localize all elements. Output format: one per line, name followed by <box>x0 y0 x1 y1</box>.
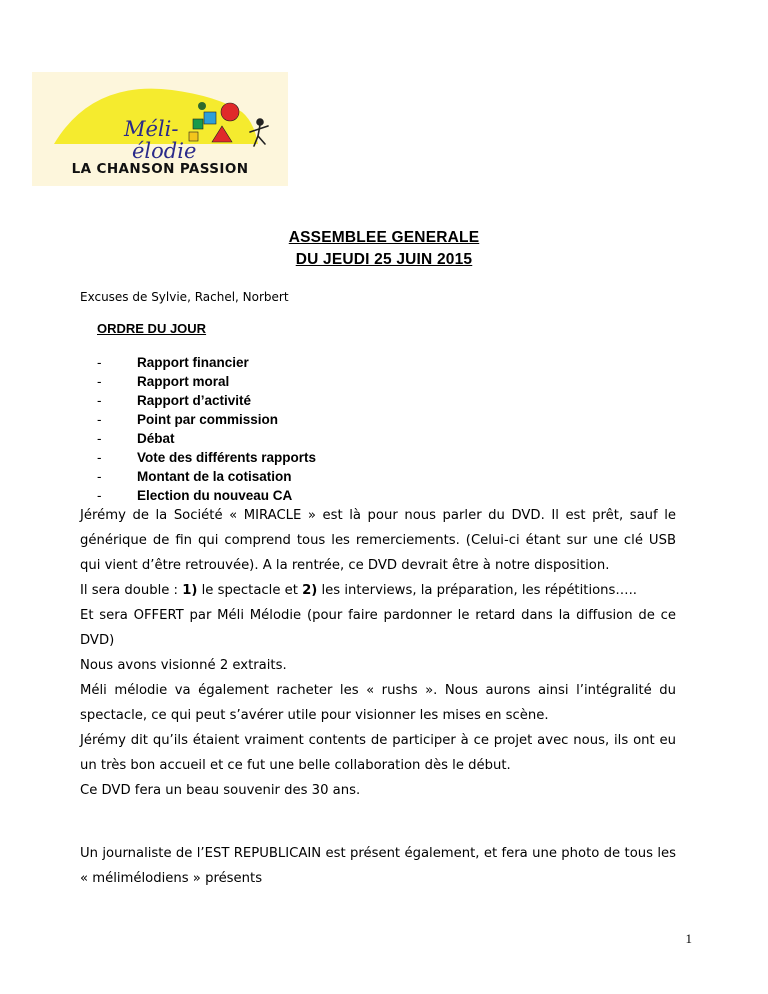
agenda-item: - Election du nouveau CA <box>97 488 293 503</box>
title-line2: DU JEUDI 25 JUIN 2015 <box>295 251 473 268</box>
agenda-item: - Rapport d’activité <box>97 393 252 408</box>
paragraph-journaliste: Un journaliste de l’EST REPUBLICAIN est présent également, et fera une photo de tous les « mélimélodiens » présents <box>80 846 676 886</box>
title-line1: ASSEMBLEE GENERALE <box>288 229 480 246</box>
agenda-item: - Montant de la cotisation <box>97 469 292 484</box>
brand-line1: Méli- <box>124 117 179 141</box>
red-circle-icon <box>221 103 239 121</box>
excuses-text: Excuses de Sylvie, Rachel, Norbert <box>80 290 289 304</box>
paragraph-rushs: Méli mélodie va également racheter les « rushs ». Nous aurons ainsi l’intégralité du spectacle, ce qui peut s’avérer utile pour visionner les mises en scène. <box>80 683 676 723</box>
minutes-body <box>80 503 676 803</box>
brand-line2: élodie <box>132 139 197 163</box>
paragraph-jeremy: Jérémy dit qu’ils étaient vraiment contents de participer à ce projet avec nous, ils ont eu un très bon accueil et ce fut une belle collaboration dès le début. <box>80 733 676 773</box>
journalist-section <box>80 841 676 891</box>
paragraph-offert: Et sera OFFERT par Méli Mélodie (pour faire pardonner le retard dans la diffusion de ce DVD) <box>80 608 676 648</box>
agenda-item: - Rapport financier <box>97 355 249 370</box>
paragraph-dvd: Jérémy de la Société « MIRACLE » est là pour nous parler du DVD. Il est prêt, sauf le générique de fin qui comprend tous les remerciements. (Celui-ci étant sur une clé USB qui vient d’être retrouvée). A la rentrée, ce DVD devrait être à notre disposition. <box>80 508 676 573</box>
green-dot-icon <box>198 102 206 110</box>
agenda-heading: ORDRE DU JOUR <box>97 321 207 336</box>
paragraph-extraits: Nous avons visionné 2 extraits. <box>80 658 287 673</box>
agenda-item: - Rapport moral <box>97 374 230 389</box>
blue-square-icon <box>204 112 216 124</box>
green-square-icon <box>193 119 203 129</box>
logo-graphic <box>32 72 288 186</box>
agenda-item: - Débat <box>97 431 175 446</box>
agenda-item: - Point par commission <box>97 412 279 427</box>
agenda-item: - Vote des différents rapports <box>97 450 317 465</box>
paragraph-souvenir: Ce DVD fera un beau souvenir des 30 ans. <box>80 783 361 798</box>
page-number: 1 <box>685 931 692 946</box>
agenda-list <box>97 353 316 505</box>
paragraph-double: Il sera double : 1) le spectacle et 2) les interviews, la préparation, les répétitions….. <box>80 583 637 598</box>
tagline: LA CHANSON PASSION <box>71 161 249 177</box>
logo <box>32 72 288 186</box>
